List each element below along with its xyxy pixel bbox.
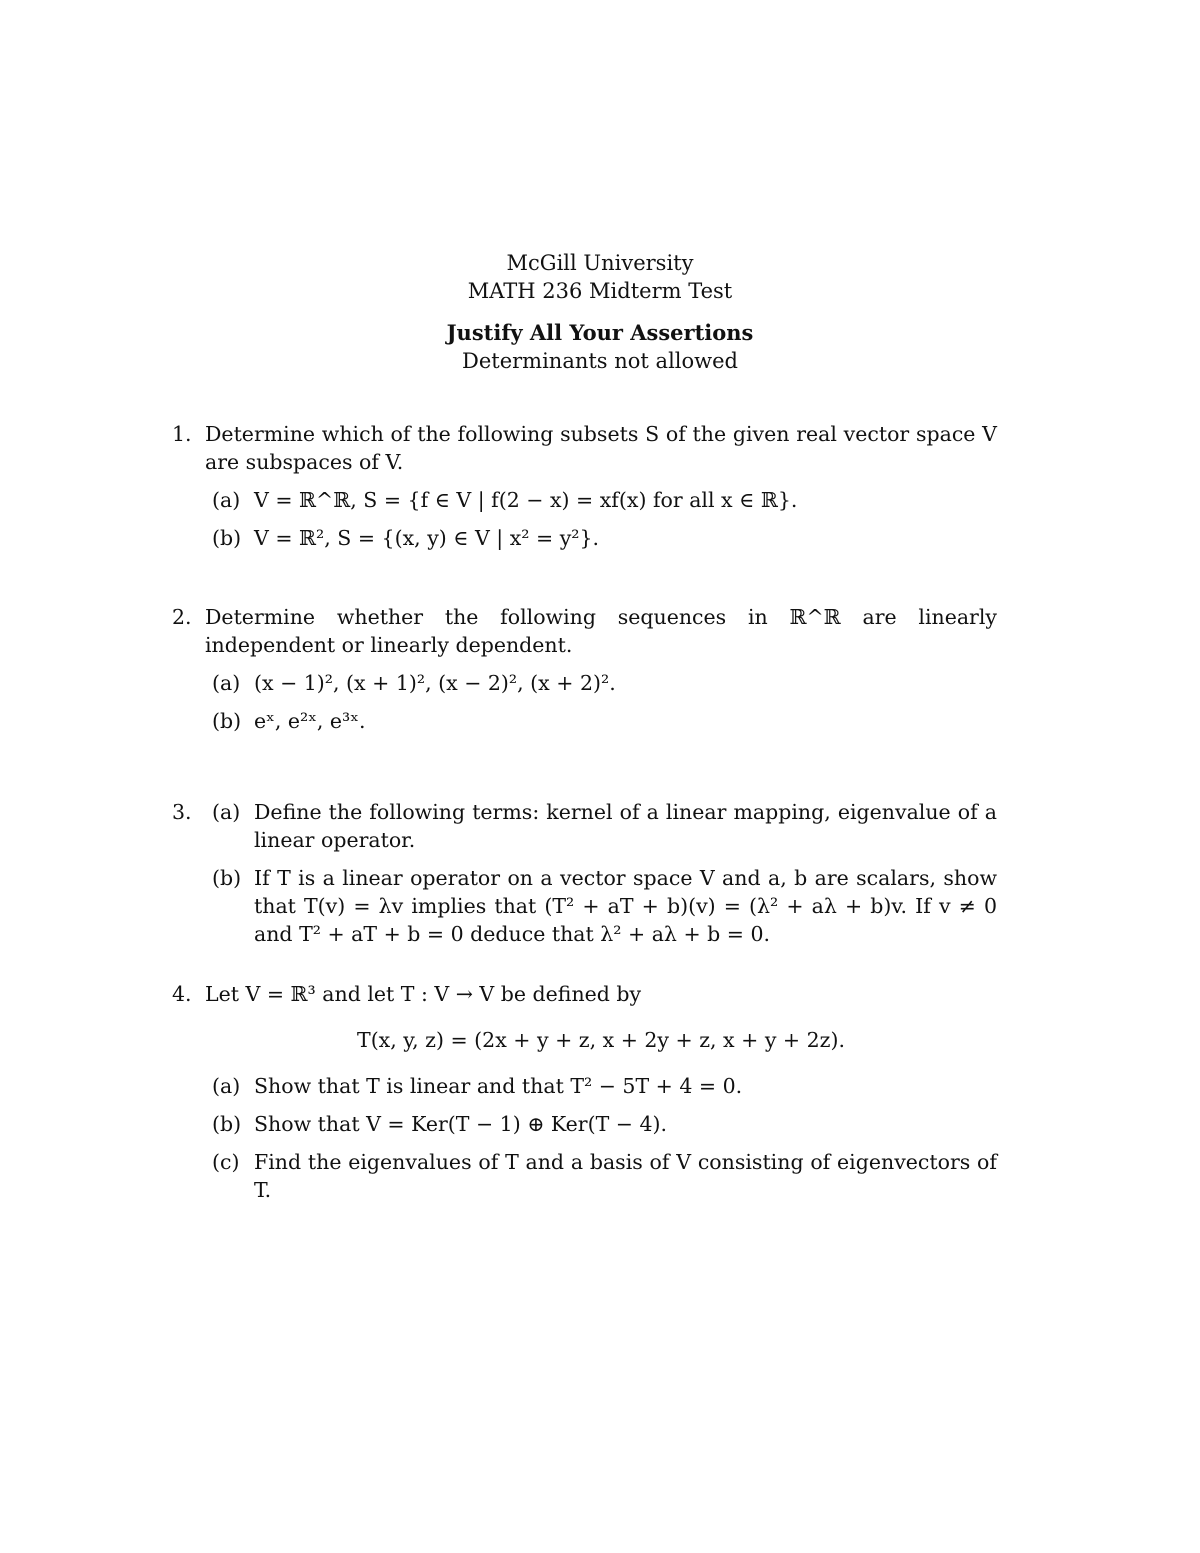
part-text: Show that T is linear and that T² − 5T + 4 = 0. (254, 1074, 743, 1098)
part-label: (a) (212, 800, 241, 824)
part-text: eˣ, e²ˣ, e³ˣ. (254, 709, 366, 733)
part-label: (a) (212, 488, 241, 512)
part-text: V = ℝ², S = {(x, y) ∈ V | x² = y²}. (254, 526, 600, 550)
part-text: Show that V = Ker(T − 1) ⊕ Ker(T − 4). (254, 1112, 668, 1136)
part-label: (b) (212, 526, 242, 550)
part-label: (a) (212, 1074, 241, 1098)
problem-parts (172, 1072, 997, 1204)
problem-part (172, 1148, 997, 1204)
problem-1 (172, 420, 997, 562)
problem-number: 2. (172, 605, 192, 629)
part-label: (b) (212, 709, 242, 733)
display-equation: T(x, y, z) = (2x + y + z, x + 2y + z, x + y + 2z). (357, 1028, 845, 1052)
problem-part (172, 524, 997, 552)
part-label: (b) (212, 1112, 242, 1136)
problem-text: Determine which of the following subsets S of the given real vector space V are subspaces of V. (205, 422, 997, 474)
part-text: Define the following terms: kernel of a linear mapping, eigenvalue of a linear operator. (254, 800, 997, 852)
problem-part (172, 864, 997, 948)
problem-number: 3. (172, 800, 192, 824)
part-text: If T is a linear operator on a vector space V and a, b are scalars, show that T(v) = λv implies that (T² + aT + b)(v) = (λ² + aλ + b)v. If v ≠ 0 and T² + aT + b = 0 deduce that λ² + aλ + b = 0. (254, 866, 997, 946)
problem-parts (172, 669, 997, 735)
part-text: Find the eigenvalues of T and a basis of V consisting of eigenvectors of T. (254, 1150, 997, 1202)
problem-text: Determine whether the following sequences in ℝ^ℝ are linearly independent or linearly dependent. (205, 605, 997, 657)
problem-number: 1. (172, 422, 192, 446)
part-label: (a) (212, 671, 241, 695)
problem-2 (172, 603, 997, 745)
part-text: (x − 1)², (x + 1)², (x − 2)², (x + 2)². (254, 671, 616, 695)
exam-header (0, 249, 1200, 375)
part-label: (b) (212, 866, 242, 890)
problem-3 (172, 798, 997, 958)
problem-part (172, 707, 997, 735)
problem-4 (172, 980, 997, 1214)
problem-parts (172, 798, 997, 948)
part-text: V = ℝ^ℝ, S = {f ∈ V | f(2 − x) = xf(x) for all x ∈ ℝ}. (254, 488, 798, 512)
problem-text: Let V = ℝ³ and let T : V → V be defined by (205, 982, 642, 1006)
course-title: MATH 236 Midterm Test (467, 279, 733, 303)
problem-part (172, 1110, 997, 1138)
problem-part (172, 1072, 997, 1100)
instruction-note: Determinants not allowed (462, 349, 738, 373)
problem-part (172, 669, 997, 697)
part-label: (c) (212, 1150, 240, 1174)
university-name: McGill University (506, 251, 694, 275)
problem-part (172, 486, 997, 514)
problem-part (172, 798, 997, 854)
instruction-heading: Justify All Your Assertions (446, 320, 754, 345)
problem-number: 4. (172, 982, 192, 1006)
problem-parts (172, 486, 997, 552)
